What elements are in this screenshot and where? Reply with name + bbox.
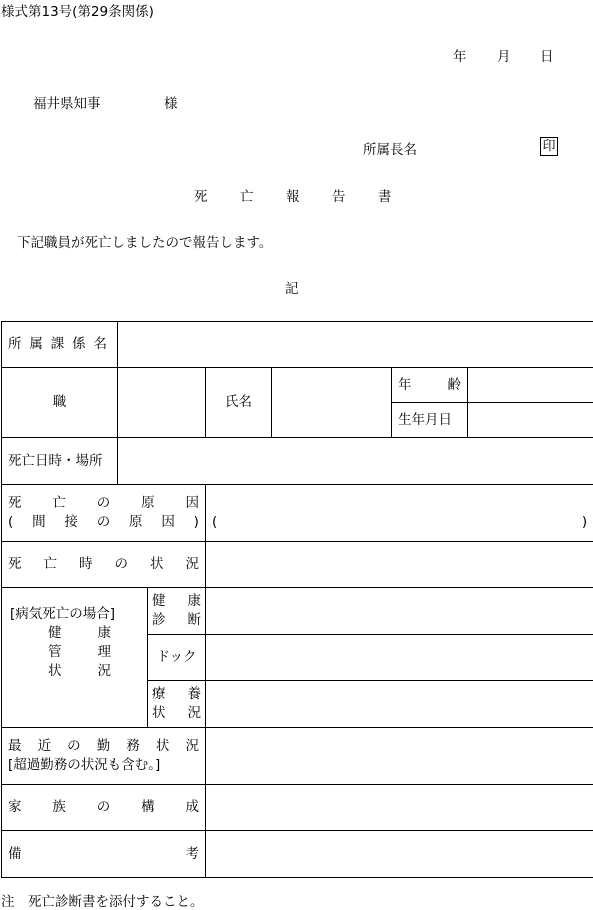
birthdate-label-cell: [392, 403, 468, 438]
health-mgmt-label-2a: 管: [48, 643, 62, 662]
age-label: 年 齢: [398, 376, 461, 395]
health-mgmt-label-3b: 況: [98, 662, 112, 681]
dept-label-cell: [2, 322, 118, 368]
death-datetime-label: 死亡日時・場所: [8, 453, 103, 469]
checkup-label-1a: 健: [152, 592, 166, 611]
title-char-5: 書: [378, 185, 392, 205]
birthdate-value-cell[interactable]: [468, 403, 593, 438]
death-circumstance-row: [2, 542, 593, 588]
health-mgmt-label-1a: 健: [48, 624, 62, 643]
recent-work-label: 最 近 の 勤 務 状 況: [8, 737, 199, 756]
ki-label: 記: [285, 277, 299, 297]
intro-text: 下記職員が死亡しましたので報告します。: [17, 231, 272, 251]
death-circumstance-label-cell: [2, 542, 206, 588]
remarks-row: [2, 831, 593, 878]
recuperation-label-1a: 療: [152, 685, 166, 704]
death-datetime-row: [2, 438, 593, 485]
dept-label: 所 属 課 係 名: [8, 335, 111, 354]
family-row: [2, 785, 593, 831]
addressee: 福井県知事: [33, 92, 101, 112]
dock-value-cell[interactable]: [206, 635, 593, 681]
seal-mark: 印: [540, 137, 558, 156]
age-label-cell: [392, 368, 468, 403]
name-label-cell: [206, 368, 272, 438]
position-label: 職: [53, 394, 67, 410]
position-value-cell[interactable]: [118, 368, 206, 438]
checkup-label-cell: [148, 588, 206, 635]
cause-value-cell[interactable]: [206, 485, 593, 542]
dept-row: [2, 322, 593, 368]
illness-case-label: [病気死亡の場合]: [10, 605, 141, 624]
dock-label-cell: [148, 635, 206, 681]
recuperation-label-cell: [148, 681, 206, 728]
checkup-value-cell[interactable]: [206, 588, 593, 635]
title-char-2: 亡: [240, 185, 254, 205]
remarks-label-cell: [2, 831, 206, 878]
recuperation-value-cell[interactable]: [206, 681, 593, 728]
death-datetime-label-cell: [2, 438, 118, 485]
health-mgmt-label-2b: 理: [98, 643, 112, 662]
recuperation-label-2a: 状: [152, 704, 166, 723]
health-mgmt-label-3a: 状: [48, 662, 62, 681]
department-head-label: 所属長名: [363, 138, 417, 158]
dock-label: ドック: [157, 649, 197, 665]
position-label-cell: [2, 368, 118, 438]
indirect-cause-label: ( 間 接 の 原 因 ): [8, 513, 199, 532]
paren-close: ): [582, 513, 587, 532]
remarks-label: 備 考: [8, 845, 199, 864]
checkup-row: [2, 588, 593, 635]
death-circumstance-label: 死 亡 時 の 状 況: [8, 555, 199, 574]
honorific: 様: [164, 92, 178, 112]
death-datetime-value-cell[interactable]: [118, 438, 593, 485]
title-char-3: 報: [286, 185, 300, 205]
footnote: 注 死亡診断書を添付すること。: [1, 890, 204, 910]
checkup-label-2a: 診: [152, 611, 166, 630]
cause-row: [2, 485, 593, 542]
date-day: 日: [540, 45, 554, 65]
checkup-label-1b: 康: [188, 592, 202, 611]
title-char-4: 告: [332, 185, 346, 205]
recuperation-label-1b: 養: [188, 685, 202, 704]
report-table: [1, 321, 593, 878]
cause-label-cell: [2, 485, 206, 542]
cause-label: 死 亡 の 原 因: [8, 494, 199, 513]
recent-work-value-cell[interactable]: [206, 728, 593, 785]
checkup-label-2b: 断: [188, 611, 202, 630]
date-year: 年: [453, 45, 467, 65]
family-label-cell: [2, 785, 206, 831]
dept-value-cell[interactable]: [118, 322, 593, 368]
paren-open: (: [212, 513, 217, 532]
date-month: 月: [497, 45, 511, 65]
birthdate-label: 生年月日: [398, 412, 452, 428]
recuperation-label-2b: 況: [188, 704, 202, 723]
form-number: 様式第13号(第29条関係): [1, 0, 154, 20]
age-value-cell[interactable]: [468, 368, 593, 403]
name-label: 氏名: [225, 394, 252, 410]
name-value-cell[interactable]: [272, 368, 392, 438]
family-value-cell[interactable]: [206, 785, 593, 831]
remarks-value-cell[interactable]: [206, 831, 593, 878]
health-mgmt-label-1b: 康: [98, 624, 112, 643]
overtime-note: [超過勤務の状況も含む。]: [8, 756, 199, 775]
position-row-1: [2, 368, 593, 403]
health-mgmt-label-cell: [2, 588, 148, 728]
title-char-1: 死: [194, 185, 208, 205]
family-label: 家 族 の 構 成: [8, 798, 199, 817]
recent-work-label-cell: [2, 728, 206, 785]
recent-work-row: [2, 728, 593, 785]
death-circumstance-value-cell[interactable]: [206, 542, 593, 588]
